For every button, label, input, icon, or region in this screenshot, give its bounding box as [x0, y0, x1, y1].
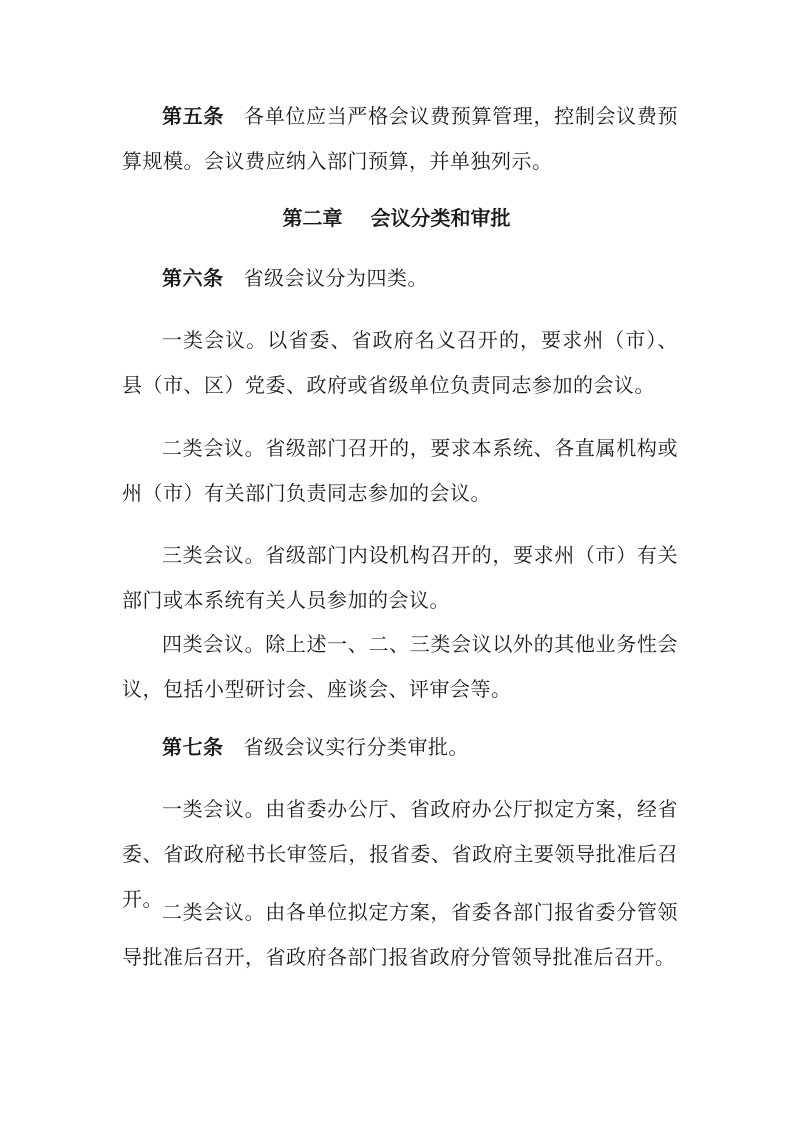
chapter-title: 会议分类和审批: [370, 206, 511, 230]
class-4-paragraph: 四类会议。除上述一、二、三类会议以外的其他业务性会议，包括小型研讨会、座谈会、评审会等。: [122, 632, 678, 701]
article-6-label: 第六条: [162, 266, 224, 290]
article-6-paragraph: [122, 256, 678, 301]
class-2-paragraph: 二类会议。省级部门召开的，要求本系统、各直属机构或州（市）有关部门负责同志参加的会议。: [122, 436, 678, 505]
chapter-number: 第二章: [282, 206, 343, 230]
article-7-paragraph: [122, 725, 678, 770]
article-5-paragraph: [122, 94, 678, 184]
approval-2-paragraph: 二类会议。由各单位拟定方案，省委各部门报省委分管领导批准后召开，省政府各部门报省政府分管领导批准后召开。: [122, 900, 678, 969]
approval-1-paragraph: 一类会议。由省委办公厅、省政府办公厅拟定方案，经省委、省政府秘书长审签后，报省委、省政府主要领导批准后召开。: [122, 797, 678, 911]
article-7-label: 第七条: [162, 735, 224, 759]
article-5-label: 第五条: [162, 104, 225, 128]
class-1-paragraph: 一类会议。以省委、省政府名义召开的，要求州（市）、县（市、区）党委、政府或省级单位负责同志参加的会议。: [122, 328, 678, 397]
class-3-paragraph: 三类会议。省级部门内设机构召开的，要求州（市）有关部门或本系统有关人员参加的会议。: [122, 543, 678, 612]
article-5-text: 各单位应当严格会议费预算管理，控制会议费预算规模。会议费应纳入部门预算，并单独列示。: [122, 104, 679, 173]
chapter-heading: [0, 203, 793, 233]
article-7-text: 省级会议实行分类审批。: [243, 735, 469, 759]
article-6-text: 省级会议分为四类。: [243, 266, 428, 290]
